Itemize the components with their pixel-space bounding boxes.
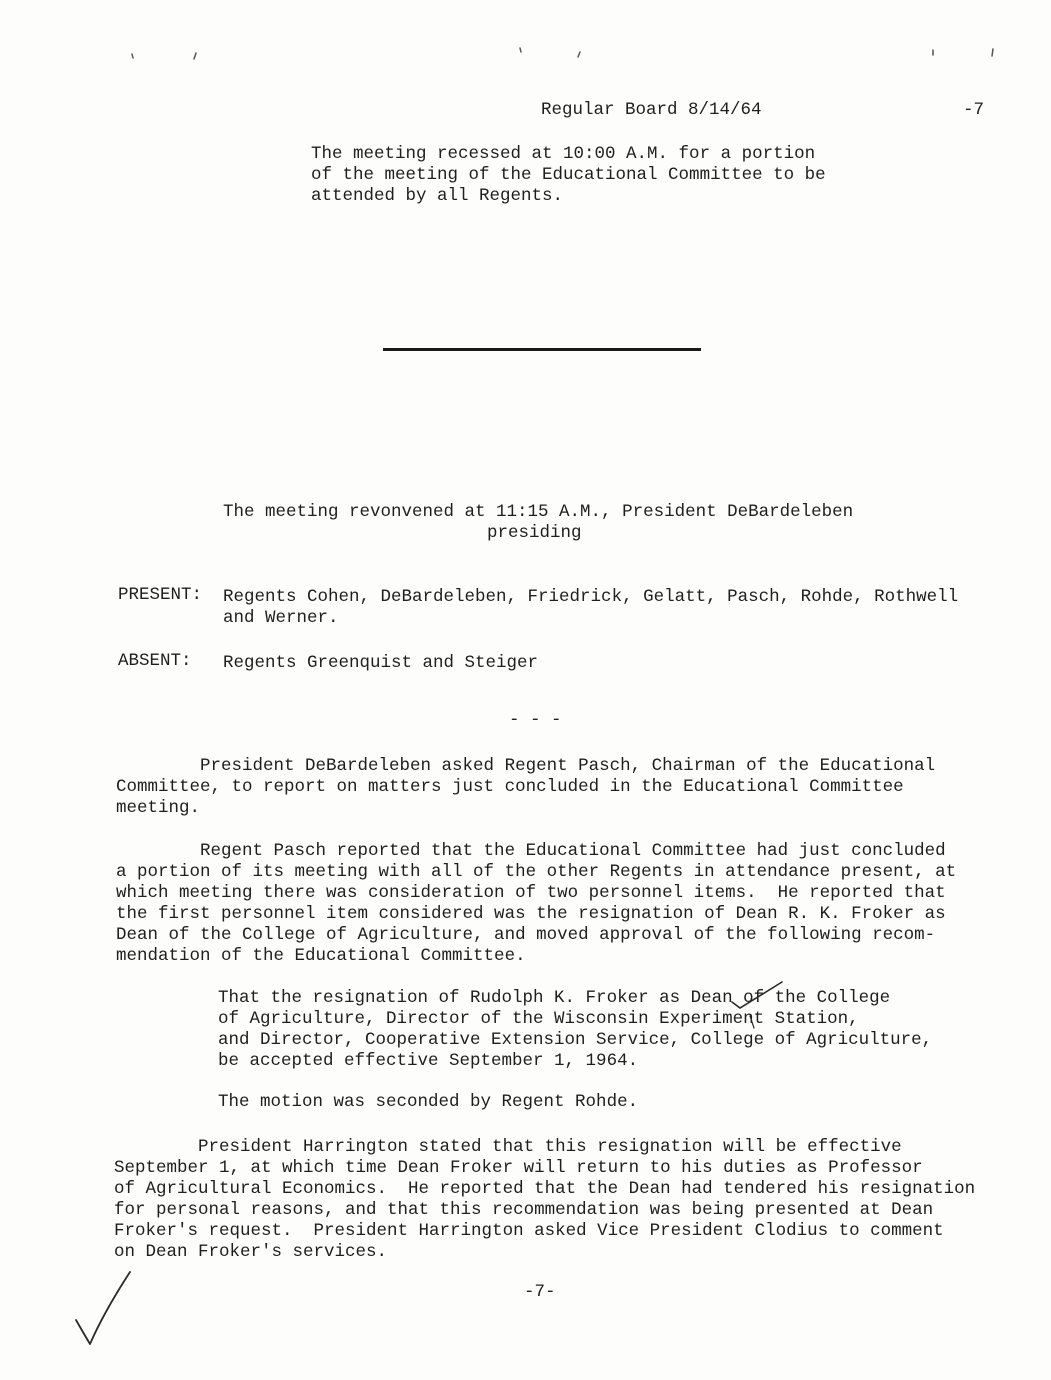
footer-page-number: -7- — [524, 1282, 556, 1302]
text-line: President DeBardeleben asked Regent Pasch, Chairman of the Educational — [116, 756, 936, 776]
text-line: of the meeting of the Educational Committee to be — [311, 165, 826, 185]
text-line: That the resignation of Rudolph K. Froker as Dean of the College — [218, 988, 891, 1008]
text-line: Dean of the College of Agriculture, and moved approval of the following recom- — [116, 925, 936, 945]
text-line: which meeting there was consideration of two personnel items. He reported that — [116, 883, 946, 903]
text-line: Froker's request. President Harrington asked Vice President Clodius to comment — [114, 1221, 944, 1241]
paragraph-pasch — [116, 841, 956, 967]
absent-label: ABSENT: — [118, 651, 192, 671]
absent-names: Regents Greenquist and Steiger — [223, 653, 539, 673]
present-label: PRESENT: — [118, 585, 203, 605]
text-line: be accepted effective September 1, 1964. — [218, 1051, 639, 1071]
text-line: Committee, to report on matters just concluded in the Educational Committee — [116, 777, 904, 797]
text-line: September 1, at which time Dean Froker will return to his duties as Professor — [114, 1158, 923, 1178]
seconded-line: The motion was seconded by Regent Rohde. — [218, 1092, 639, 1112]
text-line: a portion of its meeting with all of the other Regents in attendance present, at — [116, 862, 957, 882]
recess-paragraph — [311, 144, 826, 207]
text-line: of Agricultural Economics. He reported that the Dean had tendered his resignation — [114, 1179, 976, 1199]
handwritten-checkmark-icon — [70, 1268, 140, 1358]
reconvene-line-1: The meeting revonvened at 11:15 A.M., President DeBardeleben — [223, 502, 854, 522]
section-divider — [383, 348, 701, 351]
text-line: and Director, Cooperative Extension Service, College of Agriculture, — [218, 1030, 933, 1050]
text-line: Regent Pasch reported that the Educational Committee had just concluded — [116, 841, 946, 861]
text-line: Regents Cohen, DeBardeleben, Friedrick, Gelatt, Pasch, Rohde, Rothwell — [223, 587, 959, 607]
text-line: President Harrington stated that this resignation will be effective — [114, 1137, 902, 1157]
handwritten-tick-mark — [730, 978, 790, 1034]
paragraph-harrington — [114, 1137, 975, 1263]
resolution-text — [218, 988, 932, 1072]
text-line: for personal reasons, and that this recommendation was being presented at Dean — [114, 1200, 934, 1220]
header-page-number: -7 — [963, 100, 985, 120]
present-names — [223, 587, 958, 629]
text-line: of Agriculture, Director of the Wisconsin Experiment Station, — [218, 1009, 859, 1029]
text-line: The meeting recessed at 10:00 A.M. for a portion — [311, 144, 816, 164]
text-line: the first personnel item considered was the resignation of Dean R. K. Froker as — [116, 904, 946, 924]
scan-marks — [0, 40, 1051, 70]
reconvene-line-2: presiding — [487, 523, 582, 543]
text-line: mendation of the Educational Committee. — [116, 946, 526, 966]
text-line: on Dean Froker's services. — [114, 1242, 388, 1262]
header-title: Regular Board 8/14/64 — [541, 100, 762, 120]
text-line: attended by all Regents. — [311, 186, 564, 206]
separator-dashes: - - - — [509, 710, 562, 730]
text-line: meeting. — [116, 798, 201, 818]
paragraph-debardeleben — [116, 756, 935, 819]
text-line: and Werner. — [223, 608, 339, 628]
